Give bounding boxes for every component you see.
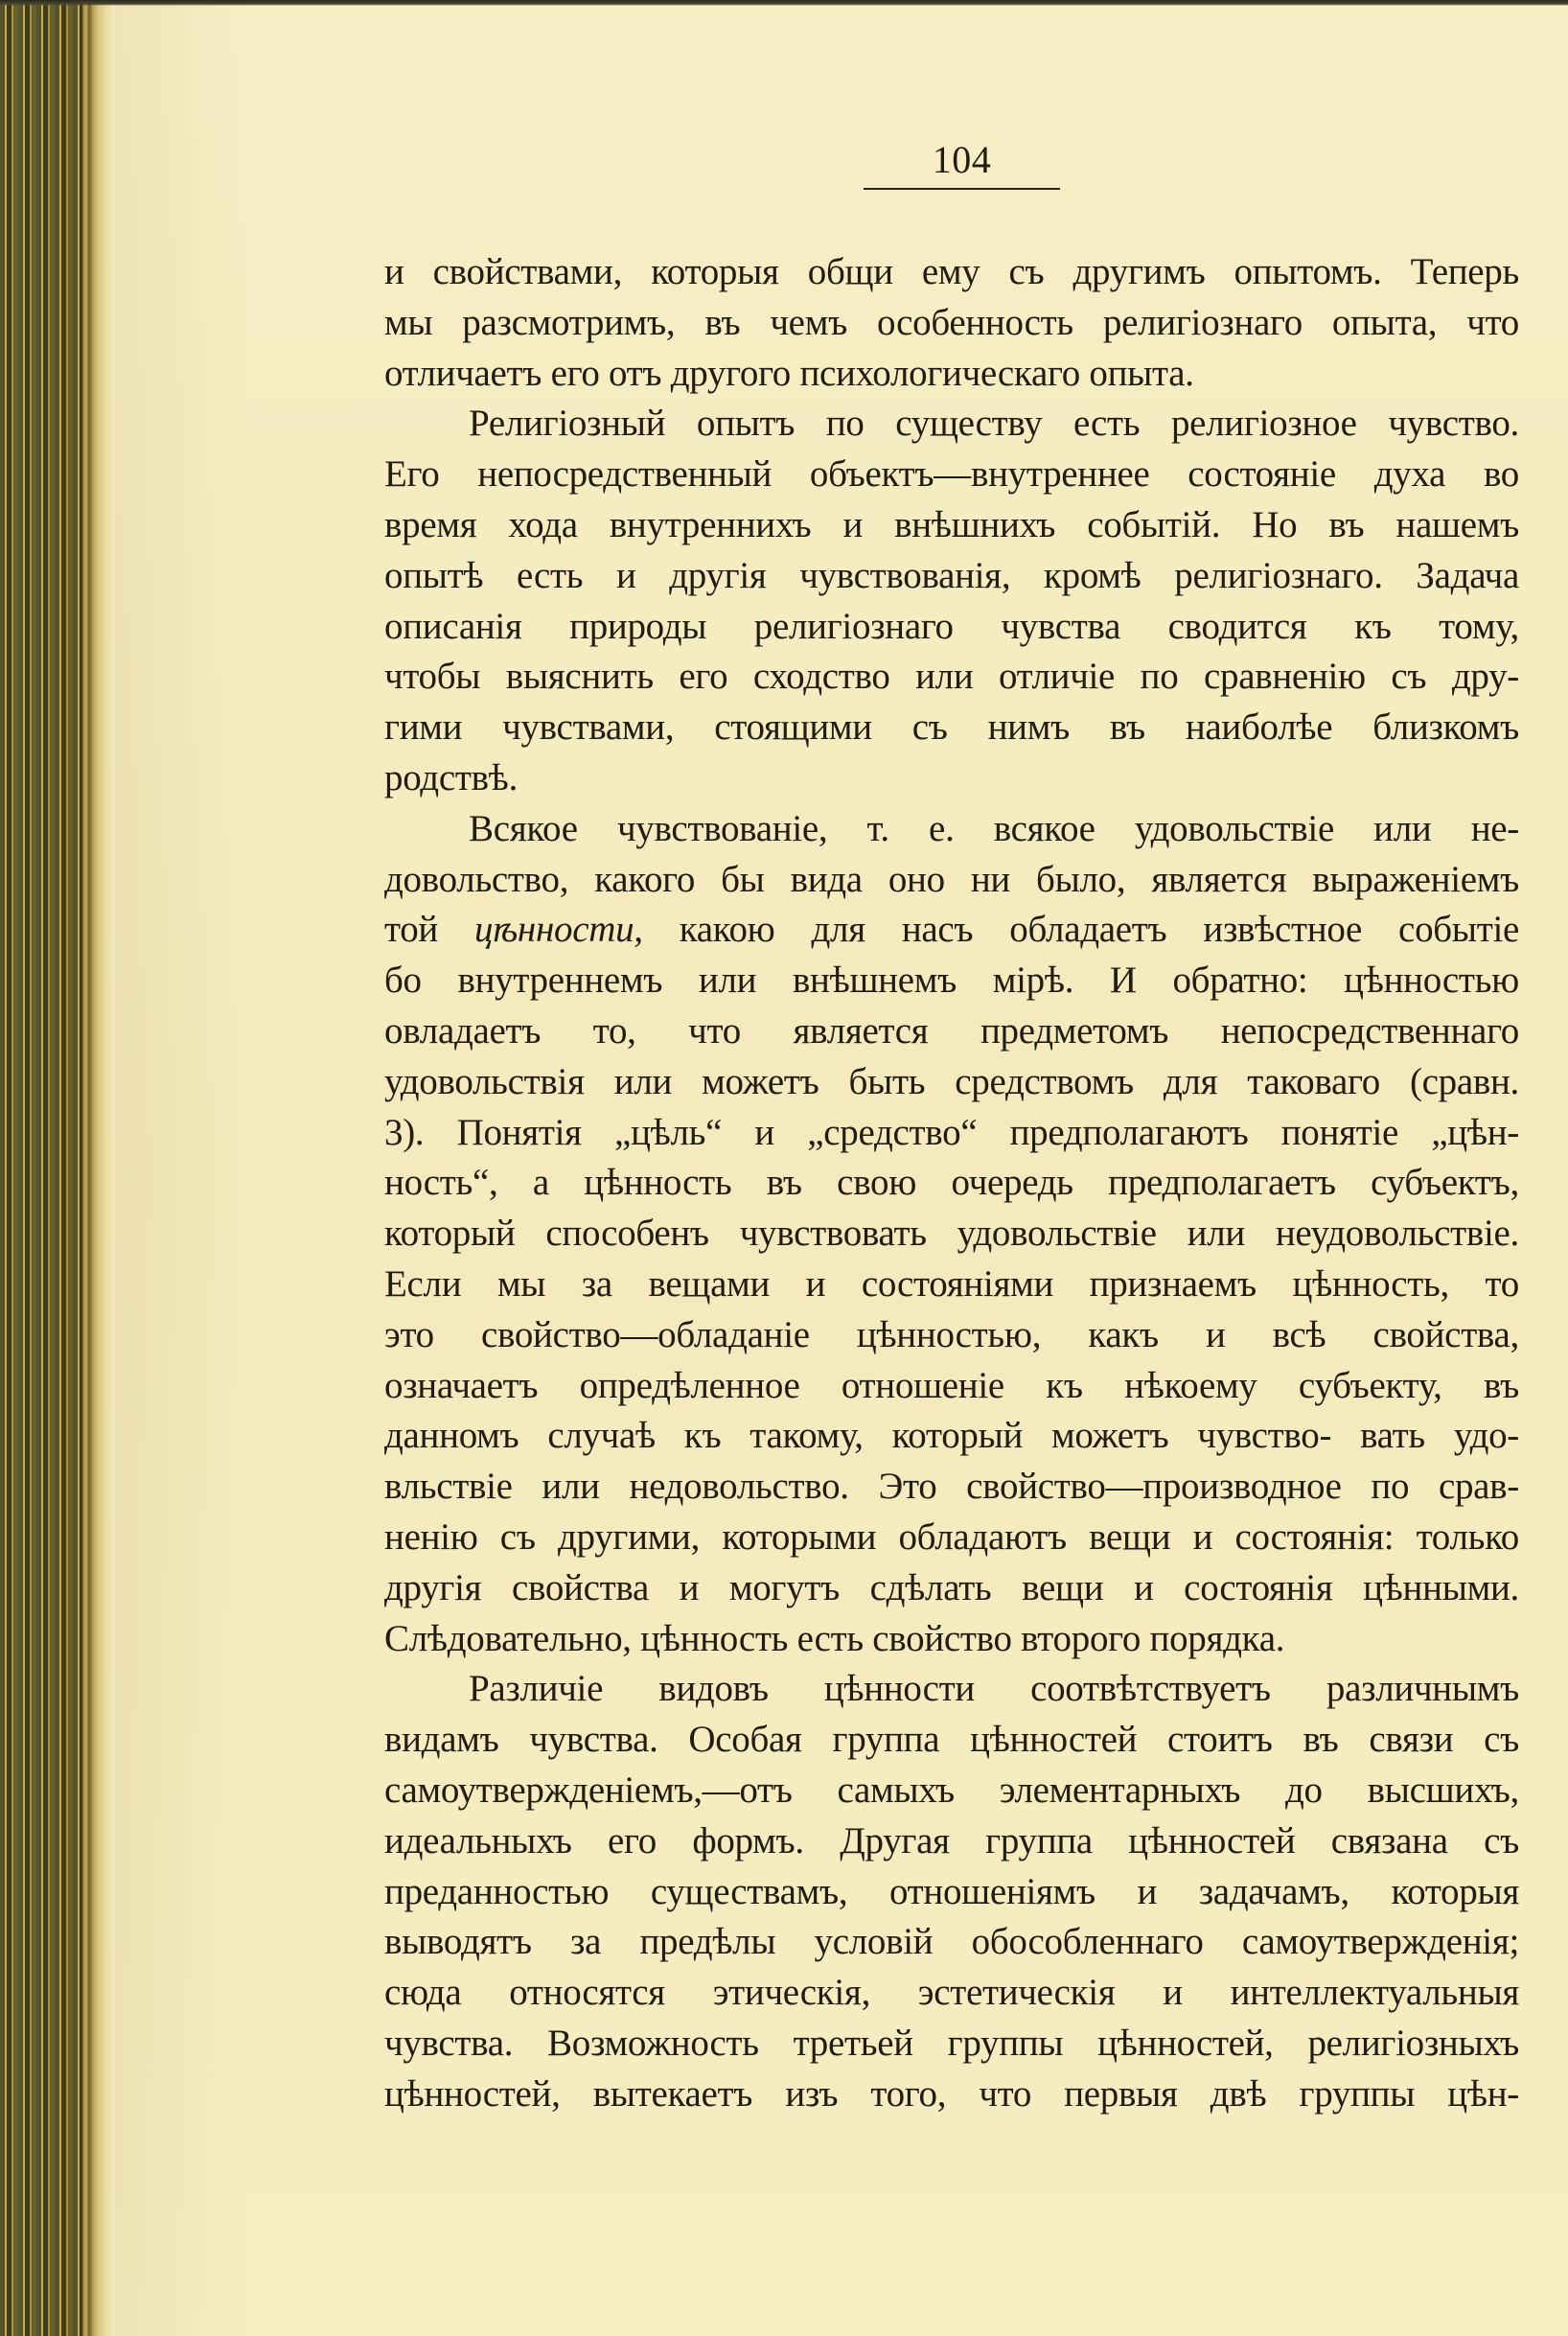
text-line: вльствіе или недовольство. Это свойство—производное по срав- [384, 1466, 1519, 1508]
text-line: бо внутреннемъ или внѣшнемъ мірѣ. И обратно: цѣнностью [384, 960, 1519, 1002]
text-line: опытѣ есть и другія чувствованія, кромѣ религіознаго. Задача [384, 554, 1519, 596]
text-line: идеальныхъ его формъ. Другая группа цѣнностей связана съ [384, 1819, 1519, 1862]
text-line: видамъ чувства. Особая группа цѣнностей стоитъ въ связи съ [384, 1719, 1519, 1761]
text-line: и свойствами, которыя общи ему съ другимъ опытомъ. Теперь [384, 251, 1519, 292]
text-line: удовольствія или можетъ быть средствомъ для таковаго (сравн. [384, 1060, 1519, 1102]
text-line: цѣнностей, вытекаетъ изъ того, что первыя двѣ группы цѣн- [384, 2072, 1519, 2115]
emphasized-word: цѣнности, [474, 909, 643, 951]
text-line: отличаетъ его отъ другого психологическаго опыта. [384, 352, 1194, 394]
text-line: это свойство—обладаніе цѣнностью, какъ и всѣ свойства, [384, 1313, 1519, 1355]
text-line: мы разсмотримъ, въ чемъ особенность религіознаго опыта, что [384, 301, 1519, 343]
text-line: овладаетъ то, что является предметомъ непосредственнаго [384, 1010, 1519, 1052]
text-line: который способенъ чувствовать удовольствіе или неудовольствіе. [384, 1213, 1519, 1255]
text-line: родствѣ. [384, 757, 519, 798]
text-line: ненію съ другими, которыми обладаютъ вещи и состоянія: только [384, 1516, 1519, 1558]
text-line: чтобы выяснить его сходство или отличіе по сравненію съ дру- [384, 656, 1519, 698]
text-line: Религіозный опытъ по существу есть религіозное чувство. [469, 403, 1519, 445]
text-line: время хода внутреннихъ и внѣшнихъ событій. Но въ нашемъ [384, 504, 1519, 545]
text-line: чувства. Возможность третьей группы цѣнностей, религіозныхъ [384, 2023, 1519, 2064]
text-line: сюда относятся этическія, эстетическія и интеллектуальныя [384, 1972, 1519, 2014]
text-line: довольство, какого бы вида оно ни было, является выраженіемъ [384, 858, 1519, 900]
text-segment: той [384, 909, 474, 951]
text-line: Различіе видовъ цѣнности соотвѣтствуетъ различнымъ [469, 1668, 1519, 1710]
text-line: означаетъ опредѣленное отношеніе къ нѣкоему субъекту, въ [384, 1364, 1519, 1406]
text-line: выводятъ за предѣлы условій обособленнаго самоутвержденія; [384, 1921, 1519, 1963]
text-line: преданностью существамъ, отношеніямъ и задачамъ, которыя [384, 1870, 1519, 1912]
text-line: описанія природы религіознаго чувства сводится къ тому, [384, 605, 1519, 647]
text-line: другія свойства и могутъ сдѣлать вещи и состоянія цѣнными. [384, 1566, 1519, 1608]
text-segment: какою для насъ обладаетъ извѣстное событіе [642, 909, 1519, 951]
text-line [384, 905, 1519, 955]
text-line: ность“, а цѣнность въ свою очередь предполагаетъ субъектъ, [384, 1162, 1519, 1204]
text-line: Если мы за вещами и состояніями признаемъ цѣнность, то [384, 1263, 1519, 1305]
book-binding-edge [0, 0, 115, 2336]
text-line: данномъ случаѣ къ такому, который можетъ чувство- вать удо- [384, 1415, 1519, 1457]
text-line: 3). Понятія „цѣль“ и „средство“ предполагаютъ понятіе „цѣн- [384, 1111, 1519, 1153]
text-line: гими чувствами, стоящими съ нимъ въ наиболѣе близкомъ [384, 706, 1519, 749]
text-line: Всякое чувствованіе, т. е. всякое удовольствіе или не- [469, 807, 1519, 849]
text-line: Его непосредственный объектъ—внутреннее состояніе духа во [384, 453, 1519, 496]
text-line: Слѣдовательно, цѣнность есть свойство второго порядка. [384, 1617, 1285, 1659]
text-body [384, 0, 1519, 2336]
page-number: 104 [932, 138, 992, 181]
text-line: самоутвержденіемъ,—отъ самыхъ элементарныхъ до высшихъ, [384, 1769, 1519, 1811]
